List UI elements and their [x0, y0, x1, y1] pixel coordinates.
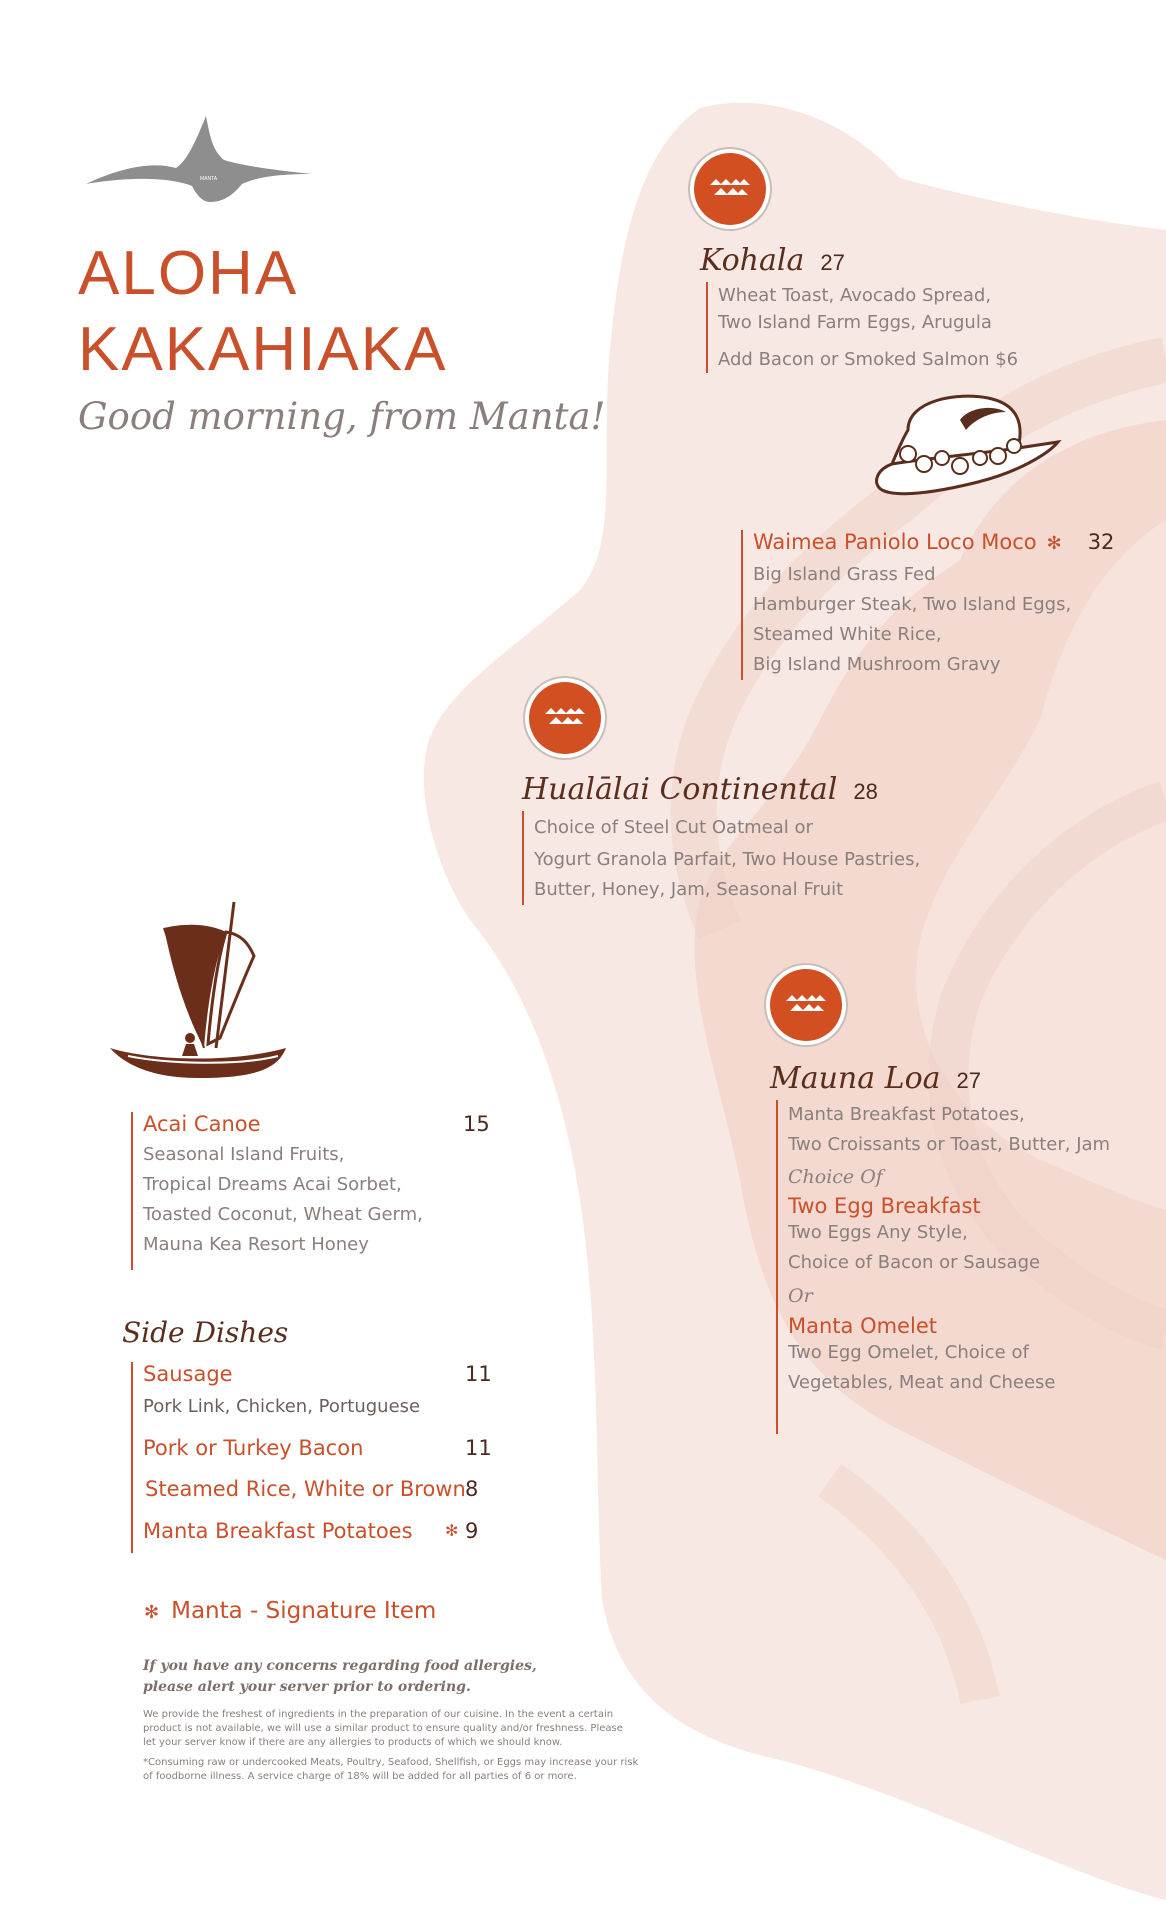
kohala-desc-1: Wheat Toast, Avocado Spread,: [718, 285, 992, 306]
mountain-badge-kohala: [694, 153, 766, 225]
side-rice-price: 8: [465, 1477, 479, 1501]
mountain-icon: [710, 179, 750, 199]
side-rice-name: Steamed Rice, White or Brown: [145, 1477, 466, 1501]
waimea-price: 32: [1087, 530, 1115, 554]
side-dishes-heading: Side Dishes: [122, 1316, 289, 1349]
subtitle: Good morning, from Manta!: [78, 395, 606, 438]
maunaloa-name: Mauna Loa: [770, 1061, 941, 1096]
svg-text:MANTA: MANTA: [200, 176, 218, 182]
waimea-name: Waimea Paniolo Loco Moco: [753, 530, 1037, 554]
acai-name: Acai Canoe: [143, 1112, 261, 1136]
fine-print-2: product is not available, we will use a similar product to ensure quality and/or freshness. Please: [143, 1723, 623, 1734]
hualalai-price: 28: [853, 779, 878, 804]
acai-desc-3: Toasted Coconut, Wheat Germ,: [143, 1204, 423, 1225]
side-sausage-price: 11: [465, 1362, 492, 1386]
mountain-icon: [545, 708, 585, 728]
side-potatoes-name: Manta Breakfast Potatoes: [143, 1519, 413, 1543]
waimea-desc-1: Big Island Grass Fed: [753, 564, 936, 585]
manta-ray-logo: [84, 116, 314, 206]
fine-print-3: let your server know if there are any allergies to products of which we should know.: [143, 1737, 563, 1748]
kohala-name: Kohala: [700, 243, 805, 278]
acai-desc-4: Mauna Kea Resort Honey: [143, 1234, 369, 1255]
title-line-2: KAKAHIAKA: [78, 315, 448, 384]
maunaloa-opt1-desc-1: Two Eggs Any Style,: [788, 1222, 968, 1243]
hualalai-desc-3: Butter, Honey, Jam, Seasonal Fruit: [534, 879, 844, 900]
mountain-badge-maunaloa: [770, 969, 842, 1041]
allergy-note-2: please alert your server prior to ordering.: [143, 1679, 471, 1695]
maunaloa-opt2-desc-1: Two Egg Omelet, Choice of: [788, 1342, 1029, 1363]
maunaloa-opt1-desc-2: Choice of Bacon or Sausage: [788, 1252, 1041, 1273]
kohala-price: 27: [820, 250, 845, 275]
legend-text: Manta - Signature Item: [171, 1598, 437, 1624]
maunaloa-choice: Choice Of: [788, 1166, 883, 1188]
fine-print-5: of foodborne illness. A service charge of 18% will be added for all parties of 6 or more.: [143, 1771, 577, 1782]
fine-print-1: We provide the freshest of ingredients in the preparation of our cuisine. In the event a certain: [143, 1709, 614, 1720]
maunaloa-opt1-name: Two Egg Breakfast: [788, 1194, 981, 1218]
side-sausage-desc: Pork Link, Chicken, Portuguese: [143, 1396, 421, 1417]
waimea-desc-2: Hamburger Steak, Two Island Eggs,: [753, 594, 1072, 615]
side-bacon-price: 11: [465, 1436, 492, 1460]
waimea-desc-4: Big Island Mushroom Gravy: [753, 654, 1001, 675]
maunaloa-price: 27: [956, 1068, 982, 1093]
signature-icon: ✻: [1046, 533, 1062, 554]
maunaloa-opt2-name: Manta Omelet: [788, 1314, 937, 1338]
kohala-desc-2: Two Island Farm Eggs, Arugula: [718, 312, 992, 333]
side-sausage-name: Sausage: [143, 1362, 233, 1386]
kohala-addon: Add Bacon or Smoked Salmon $6: [718, 349, 1019, 370]
hualalai-desc-2: Yogurt Granola Parfait, Two House Pastries,: [534, 849, 921, 870]
acai-desc-1: Seasonal Island Fruits,: [143, 1144, 345, 1165]
mountain-badge-hualalai: [529, 682, 601, 754]
title-line-1: ALOHA: [78, 239, 299, 308]
acai-price: 15: [463, 1112, 490, 1136]
sailing-canoe-illustration: [108, 898, 296, 1090]
maunaloa-or: Or: [788, 1285, 813, 1307]
mountain-icon: [786, 995, 826, 1015]
hualalai-desc-1: Choice of Steel Cut Oatmeal or: [534, 817, 813, 838]
signature-icon: ✻: [445, 1521, 459, 1540]
acai-desc-2: Tropical Dreams Acai Sorbet,: [143, 1174, 402, 1195]
maunaloa-desc-1: Manta Breakfast Potatoes,: [788, 1104, 1025, 1125]
hualalai-name: Hualālai Continental: [522, 772, 838, 807]
signature-icon: ✻: [144, 1602, 160, 1623]
side-bacon-name: Pork or Turkey Bacon: [143, 1436, 364, 1460]
side-potatoes-price: 9: [465, 1519, 479, 1543]
fine-print-4: *Consuming raw or undercooked Meats, Poultry, Seafood, Shellfish, or Eggs may increase your risk: [143, 1757, 639, 1768]
paniolo-hat-illustration: [868, 390, 1064, 510]
maunaloa-desc-2: Two Croissants or Toast, Butter, Jam: [788, 1134, 1111, 1155]
waimea-desc-3: Steamed White Rice,: [753, 624, 942, 645]
maunaloa-opt2-desc-2: Vegetables, Meat and Cheese: [788, 1372, 1056, 1393]
allergy-note-1: If you have any concerns regarding food allergies,: [143, 1658, 537, 1674]
